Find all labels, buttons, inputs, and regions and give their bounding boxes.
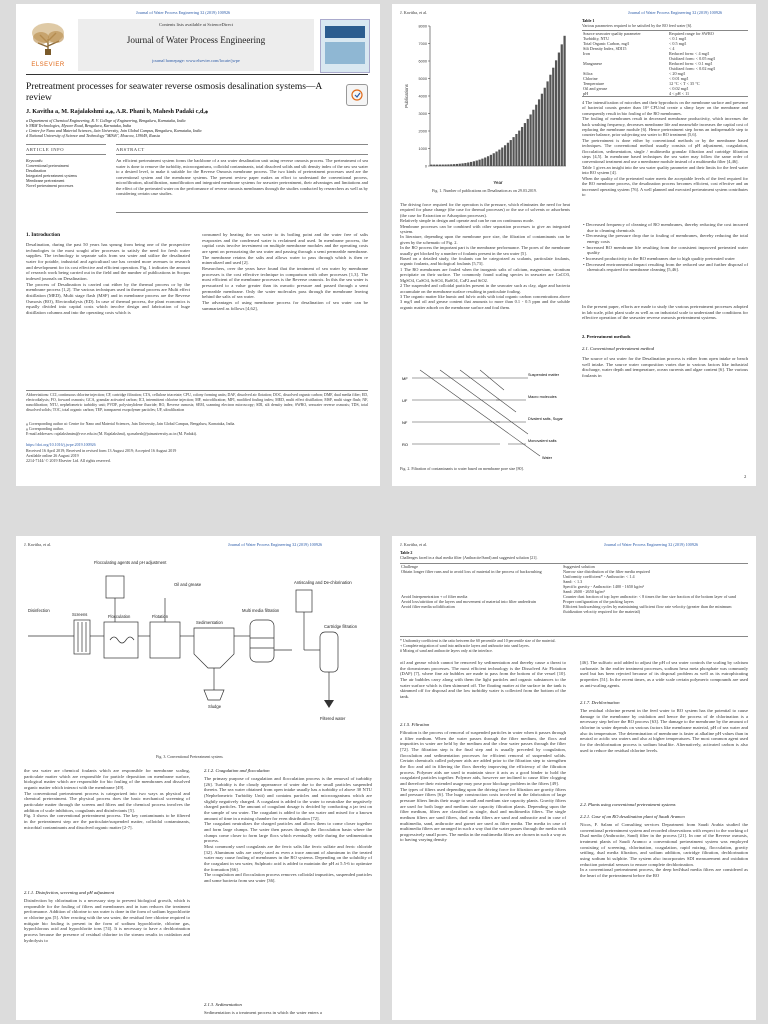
page2-left-text: The driving force required for the operation is the pressure, which eliminates the need for heat required for phase change (the case for thermal processes) or the use of solvents or adsorbents (the case for Extraction or Adsorption processes). Relatively simple in design and operate and can be run on continuous mode. Membrane processes can be combined with other separation processes to give an integrated system. In literature, depending upon the membrane pore size, the filtration of contaminants can be given by the schematic of Fig. 2. In the RO process the important part is the membrane performance. The pores of the membrane usually get blocked by a number of foulants present in the sea water [5]. Based on a detailed study, the foulants can be categorized as scalants, particulate foulants, organic foulants, and biological foulants [5,73]. 1 The RO membranes are fouled when the inorganic salts of calcium, magnesium, strontium precipitate on their surface. The commonly found scaling species in seawater are CaCO3, MgSO4, CaSO4, SrSO4, BaSO4, CaF2 and SiO2. 2 The suspended and colloidal particles present in the seawater such as clay, algae and bacteria accumulate on the membrane surface resulting in particulate fouling. 3 The organic matter like humic and fulvic acids with total organic carbon concentrations above 3 mg/l and oil and grease content that amounts to more than 0.1 - 0.5 ppm and the soluble organic matter adsorb on the membrane surface and foul them. [400, 202, 570, 310]
abstract-text: An efficient pretreatment system forms the backbone of a sea water desalination unit using reverse osmosis process. The pretreatment of sea water is done to remove the turbidity, microorganisms, colloidal contaminants, total dissolved solids and silt density index of the raw sea water to a desired level, to make it suitable for the Reverse Osmosis membrane process. The two kinds of pretreatment processes used are the conventional system and the membrane systems. The present review paper makes an effort to understand the conventional process, microfiltration, ultrafiltration, nanofiltration and integrated membrane systems for seawater pretreatment, their advantages and limitations and the effect of the pretreated water on the performance of reverse osmosis membranes through the studies conducted by researchers as well as by considering certain case studies. [116, 158, 368, 196]
fig3-label-antiscaling: Antiscaling and De-chlorination [294, 580, 352, 585]
table-cell-range: < 0.1 mg/l [669, 36, 687, 41]
section-2-1-5-heading: 2.1.5. Filtration [400, 722, 430, 727]
fig1-y-tick: 5000 [418, 76, 427, 81]
benefit-item: • Increased RO membrane life resulting from the consistent improved pretreated water quality [583, 244, 748, 256]
section-2-1-3-text: Sedimentation is a treatment process in which the water enters a [204, 1010, 322, 1015]
fig1-bar [476, 161, 478, 166]
figure-3-caption: Fig. 3. Conventional Pretreatment system. [156, 754, 224, 759]
table-cell-parameter: Total Organic Carbon, mg/l [583, 41, 630, 46]
fig1-y-tick: 8000 [418, 24, 427, 29]
table-cell-challenge: Avoid loss/attrition of the layers and movement of material into filter underdrain [401, 599, 536, 604]
abstract-heading: ABSTRACT [116, 147, 145, 152]
table-cell-challenge: Avoid filter media solidification [401, 604, 455, 609]
table-cell-solution: Counter dust fraction of top layer anthracite: < 8 times the fine size fraction of the bottom layer of sand [563, 594, 736, 599]
table-cell-range: < 4 [669, 46, 675, 51]
section-2-1-5-text: Filtration is the process of removal of suspended particles in water when it passes through a filter medium. When the water passes through the filter medium, the flocs and impurities in water are held by the medium and the clear water passes through the filter [72]. The filtration step is the final step and is usually preceded by coagulation, flocculation and sedimentation processes for efficient removal of suspended solids. Certain chemicals called polymer aids are added prior to the filtration step to strengthen the floc and aid in filtering the flocs thereby improving the efficiency of the filtration process. Polymer aids are used to maintain since it acts as a good binder to hold the coagulated particles together. Polymer aids, however are inclined to cause filter clogging and therefore their extended usage may pose poor blockage problem in the filters [49]. The types of filters used depending upon the driving force for filtration are gravity filters and pressure filters [6]. The huge construction costs involved in the fabrication of large pressure filters limits their usage to small and medium size capacity plants. Gravity filters are used for both large and medium size capacity filtration plants. Depending upon the filter medium, filters are classified as single, dual and multimedia filters. The single medium filters are sand filters, dual media filters are sand and anthracite and in case of multimedia, sand, anthracite and garnet are used as filter media. The media in case of multimedia filters are arranged in such a way that the water passes through the media with progressively small pores. The media in the multimedia filters are chosen in such a way as to having varying density [400, 730, 567, 843]
table-row [400, 569, 748, 594]
table-1-title: Table 1 [582, 18, 595, 23]
fig1-bar [498, 150, 500, 166]
contents-line: Contents lists available at ScienceDirect [159, 22, 233, 27]
benefit-item: • Decreased frequency of cleaning of RO membranes, thereby reducing the cost incurred due to cleaning chemicals [583, 222, 749, 233]
page-1 [16, 4, 380, 486]
table-cell-parameter: Silica [583, 71, 593, 76]
fig1-bar [456, 164, 458, 166]
fig2-label-water: Water [542, 456, 552, 460]
journal-cover [320, 19, 370, 73]
keywords-label: Keywords: [26, 158, 44, 163]
fig3-label-disinfection: Disinfection [28, 608, 50, 613]
keyword-item: Conventional pretreatment [26, 163, 69, 168]
fig1-bar [524, 123, 526, 166]
table-row [400, 604, 748, 614]
fig1-x-label: Year [493, 180, 503, 185]
fig1-bar [532, 110, 534, 166]
fig1-bar [459, 164, 461, 166]
fig1-bar [478, 160, 480, 166]
table-cell-parameter: Temperature [583, 81, 605, 86]
corresponding-author-2: ⁎ Corresponding author. [26, 427, 64, 431]
table-2 [400, 564, 748, 614]
fig2-level-mf: MF [402, 376, 408, 381]
affiliations [26, 118, 356, 138]
fig1-bar [436, 165, 438, 166]
check-updates-badge[interactable] [346, 84, 368, 106]
copyright: 2214-7144/ © 2019 Elsevier Ltd. All rights reserved. [26, 458, 111, 463]
section-2-heading: 2. Pretreatment methods [582, 334, 631, 339]
fig1-bar [490, 155, 492, 166]
fig3-label-multimedia: Multi media filtration [242, 608, 280, 613]
section-2-1-3-heading: 2.1.3. Sedimentation [204, 1002, 242, 1007]
fig1-y-tick: 1000 [418, 146, 427, 151]
fig2-level-uf: UF [402, 398, 408, 403]
conventional-pretreatment-diagram [24, 550, 372, 750]
fig1-bar [453, 164, 455, 166]
fig1-bar [538, 99, 540, 166]
page4-left-text: oil and grease which cannot be removed by sedimentation and thereby cause a threat to the downstream processes. The most efficient technology is the Dissolved Air Flotation (DAF) [7], where fine air bubbles are made to pass from the bottom of the vessel [10]. The air bubbles carry along with them the light particles and organic substances to the water surface which is then skimmed off. The floating matter at the surface in the tank is skimmed off for disposal and the low turbidity water is collected from the bottom of the tank. [400, 660, 566, 699]
fig1-bar [555, 60, 557, 166]
elsevier-tree-icon [26, 19, 70, 61]
keyword-item: Membrane pretreatment [26, 178, 65, 183]
table-cell-parameter: Iron [583, 51, 590, 56]
benefits-list [582, 222, 748, 273]
doi-link[interactable]: https://doi.org/10.1016/j.jwpe.2019.100926 [26, 442, 96, 447]
article-info-heading: ARTICLE INFO [26, 147, 65, 152]
page-4 [392, 536, 756, 1020]
fig2-label-divalent: Divalent salts, Sugar [528, 417, 563, 421]
fig1-bar [487, 156, 489, 166]
keyword-item: Novel pretreatment processes [26, 183, 74, 188]
fig2-level-nf: NF [402, 420, 408, 425]
fig1-bar [544, 88, 546, 166]
running-head-authors: J. Kavitha, et al. [400, 10, 428, 15]
fig2-label-monovalent: Monovalent salts [528, 439, 557, 443]
table-cell-solution: Narrow size distribution of the filter media required Uniformity coefficient* - Anthracite: < 1.4 Sand: < 1.3 Specific gravity - Anthracite: 1400 - 1650 kg/m³ Sand: 2600 - 2650 kg/m³ [563, 569, 650, 594]
figure-1 [400, 16, 572, 186]
section-2-2-1-text: Nicos, F. Salam of Consulting services Department from Saudi Arabia studied the conventional pretreatment system and recorded observations with respect to the working of Dual media (Anthracite, Sand) filter in the process [21]. In one of the Reverse osmosis, treatment plants of Saudi Aramco a conventional pretreatment system was employed consisting of screening, chlorination, coagulation, rapid mixing, flocculation, gravity settling, dual media filtration, and sodium addition, cartridge filtration, dechlorination using sodium bi sulphite. The system also incorporates SDI measurement and oxidation reduction potential sensors to ensure complete dechlorination. In a conventional pretreatment process, the deep bed/dual media filters are considered as the heart of the pretreatment before the RO [580, 822, 748, 878]
email-addresses: E-mail addresses: rajalakshmim@rvce.edu.in (M. Rajalakshmi), sp.mahesh@jainuniversity.ac.in (M. Padaki). [26, 432, 197, 436]
affiliation-d: d National University of Science and Technology "MISiS", Moscow, 119049, Russia [26, 133, 160, 138]
affiliation-c: c Centre for Nano and Material Sciences, Jain University, Jain Global Campus, Bengaluru, Karnataka, India [26, 128, 202, 133]
table-2-caption: Challenges faced in a dual media filter (Anthracite/Sand) and suggested solution [21]. [400, 555, 538, 560]
table-cell-range: < 0.02 mg/l [669, 86, 689, 91]
received-dates: Received 16 April 2019; Received in revised form 13 August 2019; Accepted 16 August 2019 [26, 448, 177, 453]
section-2-1-1-text: Disinfection by chlorination is a necessary step to prevent biological growth, which is responsible for the fouling of filters and membranes and in turn reduces the treatment performance. Addition of chlorine to sea water is done in the form of sodium hypochlorite or chlorine gas [5]. After reacting with the sea water, the residual free chlorine required to mitigate bio fouling is present in the form of sodium hypochlorite, chlorine gas, hypochlorous acid and hypochlorite ions [74]. It is necessary to have a dechlorination process because the presence of residual chlorine in the stream results in oxidation and hydrolysis to [24, 898, 190, 943]
section-2-1-7-heading: 2.1.7. Dechlorination [580, 700, 620, 705]
table-cell-solution: Proper configuration of the packing layers [563, 599, 634, 604]
fig1-bar [549, 75, 551, 166]
table-cell-range: < 0.01 mg/l [669, 76, 689, 81]
fig1-bar [484, 158, 486, 166]
fig1-bar [473, 161, 475, 166]
fig1-y-tick: 2000 [418, 129, 427, 134]
table-2-head-challenge: Challenge [401, 564, 418, 569]
table-cell-range: Oxidized form: < 0.02 mg/l [669, 66, 716, 71]
fig1-bar [507, 143, 509, 166]
fig1-bar [518, 131, 520, 166]
page-2 [392, 4, 756, 486]
fig2-label-suspended: Suspended matter [528, 373, 560, 377]
membrane-filtration-schematic [400, 364, 572, 462]
affiliation-a: a Department of Chemical Engineering, R. V. College of Engineering, Bengaluru, Karnataka, India [26, 118, 186, 123]
page4-right-text: [46]. The sulfuric acid added to adjust the pH of sea water controls the scaling by calcium carbonate. In the earlier treatment processes, sodium hexa meta phosphate was commonly used but has been rejected because of its disposal problem as well as its eutrophicating properties [51]. In the recent times, as a wide scale certain polymeric compounds are used as anti-scaling agents. [580, 660, 748, 688]
table-cell-range: Reduced form: < 0.1 mg/l [669, 61, 713, 66]
fig1-bar [546, 81, 548, 166]
fig1-bar [467, 162, 469, 166]
fig3-label-filtered-water: Filtered water [320, 716, 346, 721]
fig1-bar [541, 94, 543, 166]
authors: J. Kavitha a, M. Rajalakshmi a,⁎, A.R. Phani b, Mahesh Padaki c,d,⁎ [26, 108, 209, 115]
fig1-y-tick: 6000 [418, 59, 427, 64]
table-cell-parameter: Manganese [583, 61, 603, 66]
table-1 [582, 31, 748, 96]
affiliation-b: b NRM Technologies, Mysore Road, Bengaluru, Karnataka, India [26, 123, 132, 128]
article-title: Pretreatment processes for seawater reverse osmosis desalination systems—A review [26, 82, 322, 103]
fig1-bar [521, 127, 523, 166]
journal-name: Journal of Water Process Engineering [126, 35, 266, 45]
table-cell-range: < 20 mg/l [669, 71, 686, 76]
table-cell-challenge: Obtain longer filter runs and to avoid loss of material in the process of backwashing [401, 569, 542, 574]
fig1-bar [527, 119, 529, 166]
table-1-head-param: Source seawater quality parameter [583, 31, 641, 36]
publisher-logo [26, 19, 70, 61]
figure-1-caption: Fig. 1. Number of publications on Desalination as on 29.03.2019. [432, 188, 537, 193]
fig1-bar [501, 148, 503, 166]
fig1-bar [535, 105, 537, 166]
fig3-label-oil-grease: Oil and grease [174, 582, 202, 587]
fig1-bar [515, 134, 517, 166]
running-head-journal: Journal of Water Process Engineering 32 (2019) 100926 [228, 542, 323, 547]
table-cell-range: 4 < pH < 11 [669, 91, 690, 96]
page-number: 2 [744, 474, 747, 479]
fig1-bar [563, 36, 565, 166]
table-cell-challenge: Avoid Interpenetration + of filter media [401, 594, 468, 599]
section-2-2-heading: 2.2. Plants using conventional pretreatment systems [580, 802, 676, 807]
fig3-label-sludge: Sludge [208, 704, 222, 709]
table-cell-solution: Efficient backwashing cycles by maintaining sufficient flow rate velocity (greater than the minimum fluidization velocity required for the material) [563, 604, 732, 614]
fig1-bar [461, 163, 463, 166]
table-2-head-solution: Suggested solution [563, 564, 595, 569]
fig1-y-tick: 3000 [418, 111, 427, 116]
running-head-journal: Journal of Water Process Engineering 32 (2019) 100926 [604, 542, 699, 547]
table-cell-parameter: pH [583, 91, 589, 96]
table-cell-parameter: Silt Density Index, SDI15 [583, 46, 627, 51]
fig1-bar [495, 152, 497, 166]
section-2-2-1-heading: 2.2.1. Case of an RO desalination plant of Saudi Aramco [580, 814, 685, 819]
fig1-bar [512, 137, 514, 166]
table-cell-range: Oxidized form: < 0.05 mg/l [669, 56, 716, 61]
page3-left-text: the sea water are chemical foulants which are responsible for membrane scaling, particulate matter which are responsible for particle deposition on membrane surface, biological matter which are responsible for bio fouling of the membranes and dissolved organic matter which interact with the membrane [49]. The conventional pretreatment process is categorized into two ways as physical and chemical pretreatment. The physical process does the basic mechanical screening of particulate matter through the screens and filters and the chemical process involves the addition of scale inhibitors, coagulants and disinfectants [5]. Fig. 3 shows the conventional pretreatment process. The key contaminants to be filtered in the pretreatment step are the particulate/suspended matter, colloidal contaminants, microbial contaminants and dissolved organic matter [2-7]. [24, 768, 190, 830]
page-3 [16, 536, 380, 1020]
table-1-caption: Various parameters required to be satisfied by the RO feed water [6]. [582, 23, 693, 28]
fig1-bar [561, 44, 563, 166]
running-head-journal: Journal of Water Process Engineering 32 (2019) 100926 [628, 10, 723, 15]
fig1-bar [481, 159, 483, 166]
intro-right-text: consumed by heating the sea water to its boiling point and the water free of salts evaporates and the condensed water is reclaimed and used. In membrane process, the capital costs involve investment on multiple membrane modules and the operating costs are spent on pressurizing the sea water and passing through a semi permeable membrane. The membrane retains the salts and allows water to pass through which is then re mineralized and used [2]. Researchers, over the years have found that the treatment of sea water by membrane processes is the cost effective technique in comparison with other processes [1,3]. The most efficient of the membrane processes is the Reverse osmosis. In this the sea water is pressurized to a value greater than its osmotic pressure and passed through a semi permeable membrane. Only the water molecules pass through the membrane leaving behind the salts of sea water. The advantages of using membrane process for desalination of sea water can be summarized as follows [4,62], [202, 232, 368, 311]
intro-left-text: Desalination, during the past 50 years has sprung from being one of the prospective technologies to the most sought after processes to satisfy the need for fresh water supplies. The technology to separate salts from sea water and utilize the desalinated water for potable, industrial and agricultural use has created more avenues to research and development for its cost effective and efficient operation. Fig. 1 indicates the amount of research work being carried out in the field and the number of publications in Scopus indexed journals on Desalination. The process of Desalination is carried out either by the thermal process or by the membrane process [1,2]. The various techniques used in thermal process are Multi effect distillation (MED), Multi stage flash (MSF) and in membrane process are the Reverse Osmosis (RO), Electrodialysis (ED). In case of thermal process, the plant economics is equally divided into capital costs which involve design and fabrication of huge distillation columns and into the operating costs which is [26, 242, 191, 315]
fig1-bar [442, 165, 444, 166]
section-2-1-2-text: The primary purpose of coagulation and flocculation process is the removal of turbidity [26]. Turbidity is the cloudy appearance of water due to the small particles suspended therein. The sea water obtained from open intake usually has a turbidity of above 30 NTU (Nephelometric Turbidity Unit) and contains particles and microorganisms which are slightly negatively charged. A coagulant is added to the water to neutralize the negatively charged particles. The amount of coagulant dosage is decided by conducting a jar test on the sample of sea water. The coagulant is added to the sea water and mixed for a known amount of time in a mixing chamber for even distribution [72]. The coagulant neutralizes the charged particles and allows them to come closer together and form large clumps. The water then passes through the flocculation basin where the clumps come closer to form large flocs which eventually settle during the sedimentation process. Most commonly used coagulants are the ferric salts like ferric sulfate and ferric chloride [32]. Aluminum salts are rarely used as even a trace amount of aluminum in the treated water may cause fouling of membranes in the RO systems. Depending on the solubility of the coagulant in sea water, Sulphuric acid is added to maintain the pH at 5.5-6 to optimize the formation [66]. The coagulation and flocculation process removes colloidal impurities, suspended particles and some bacteria from sea water [36]. [204, 776, 372, 883]
fig1-y-tick: 4000 [418, 94, 427, 99]
fig1-bar [450, 164, 452, 166]
running-head-authors: J. Kavitha, et al. [24, 542, 52, 547]
fig1-y-tick: 0 [424, 164, 427, 169]
table-cell-range: < 0.5 mg/l [669, 41, 687, 46]
fig3-label-flotation: Flotation [152, 614, 169, 619]
table-cell-range: 12 °C < T < 35 °C [669, 81, 700, 86]
fig1-bar [444, 165, 446, 166]
section-2-1-7-text: The residual chlorine present in the feed water to RO system has the potential to cause damage to the membrane by oxidation and hence the process of de chlorination is a necessary step before the RO process [63]. The damage to the membrane by the amount of chlorine in water depends on various factors like membrane material, pH of sea water and also its temperature. The determination of membrane is faster at alkaline pH values than in neutral or acidic sea waters and also at higher temperatures. The most common agent used for the dechlorination process is sodium bisulfite. Alternatively, activated carbon is also used to reduce the residual chlorine levels. [580, 708, 748, 753]
journal-banner [78, 19, 314, 71]
journal-homepage: journal homepage: www.elsevier.com/locate/jwpe [152, 58, 240, 63]
present-review-text: In the present paper, efforts are made to study the various pretreatment processes adopted in lab scale, pilot plant scale as well as on industrial scale to understand the conditions for effective operation of the seawater reverse osmosis pretreatment systems. [582, 304, 748, 321]
table-cell-parameter: Oil and grease [583, 86, 608, 91]
fig3-label-cartridge: Cartridge filtration [324, 624, 358, 629]
corresponding-author: ⁎ Corresponding author at: Centre for Nano and Material Sciences, Jain University, Jain Global Campus, Bengaluru, Karnataka, India. [26, 422, 236, 426]
benefit-item: • Decreased environmental impact resulting from the reduced use and further disposal of chemicals required for membrane cleaning [5,46]. [583, 261, 748, 273]
fig3-label-flocculating-agents: Flocculating agents and pH adjustment [94, 560, 167, 565]
publisher-name: ELSEVIER [31, 62, 65, 68]
running-head-authors: J. Kavitha, et al. [400, 542, 428, 547]
top-rule [26, 74, 368, 75]
section-2-1-text: The source of sea water for the Desalination process is either from open intake or beach well intake. The source water composition varies due to various factors like industrial discharge, water depth and temperature, ocean currents and algae content [6]. The various foulants in [582, 356, 748, 378]
section-2-1-1-heading: 2.1.1. Disinfection, screening and pH adjustment [24, 890, 115, 895]
fig1-bar [470, 162, 472, 166]
table-cell-parameter: Chlorine [583, 76, 598, 81]
benefit-item: • Decreasing the pressure drop due to fouling of membranes, thereby reducing the total energy costs [583, 233, 749, 244]
fig1-bar [447, 164, 449, 166]
fig1-bar [552, 68, 554, 166]
keywords [26, 158, 106, 188]
fig1-bar [493, 153, 495, 166]
benefit-item: • Increased productivity in the RO membranes due to high quality pretreated water [583, 255, 735, 261]
page2-right-text: 4 The intensification of microbes and their byproducts on the membrane surface and presence of bacterial counts greater than 10³ CFU/ml create a slimy layer on the membrane and consequently result in bio fouling of the RO membranes. The fouling of membranes result in decreased membrane productivity, which increases the back washing frequency, decreases membrane life and meanwhile increases the capital cost of replacing the membrane module [6]. Hence pretreatment step forms an indispensable step to counter balance, prior subjecting sea water to RO treatment [5,6]. The pretreatment is done either by conventional methods or by the membrane based techniques. The conventional method usually consists of pH adjustment, coagulation, flocculation, sedimentation, single / multimedia granular filtration and cartridge filtration steps [4,5]. In membrane based techniques the sea water may follow the same order of conventional treatment and use a membrane module instead of a multimedia filter [4,46]. Table 1 gives an insight into the sea water quality parameter and their limits for the feed water into RO system [4]. When the quality of the pretreated water meets the acceptable levels of the feed required for the RO membrane process, the desalination process becomes efficient, cost effective and an increased operating system [76]. A well planned and executed pretreatment system contributes to [582, 100, 748, 197]
journal-header: Journal of Water Process Engineering 32 (2019) 100926 [136, 10, 231, 15]
fig1-y-label: Publications [404, 84, 409, 108]
abbreviations: Abbreviations: CCI, continuous chlorine injection; CF, cartridge filtration; CTA, cellulose triacetate; CFU, colony forming units; DAF, dissolved air flotation; DOC, dissolved organic carbon; DMF, dual media filter; ED, electrodialysis; FO, forward osmosis; GCA, granular activated carbon; ICI, intermittent chlorine injection; MF, microfiltration; MFI, modified fouling index; MED, multi effect distillation; MSF, multi stage flash; NF, nanofiltration; NTU, nephelometric turbidity unit; PVDF, polyvinylidene fluoride; RO, Reverse osmosis; SEM, scanning electron microscopy; SDI, silt density index; SWRO, seawater reverse osmosis; TDS, total dissolved solids; TOC, total organic carbon; TEP, transparent exopolymer particles; UF, ultrafiltration [26, 393, 368, 412]
fig1-bar [433, 165, 435, 166]
table-cell-range: Reduced form: < 4 mg/l [669, 51, 710, 56]
fig2-level-ro: RO [402, 442, 408, 447]
section-2-1-2-heading: 2.1.2. Coagulation and flocculation [204, 768, 270, 773]
fig1-bar [510, 140, 512, 166]
section-2-1-heading: 2.1. Conventional pretreatment method [582, 346, 654, 351]
table-2-title: Table 2 [400, 550, 413, 555]
table-cell-parameter: Turbidity, NTU [583, 36, 610, 41]
fig1-bar [504, 145, 506, 166]
fig3-label-screens: Screens [72, 612, 88, 617]
table-1-head-range: Required range for SWRO [669, 31, 714, 36]
table-2-notes: * Uniformity coefficient is the ratio between the 60 percentile and 10 percentile size of the material. + Complete migration of sand into anthracite layers and anthracite into sand layers. # Mixing of sand and anthracite layers only at the interface. [400, 639, 556, 653]
intro-heading: 1. Introduction [26, 232, 61, 238]
publications-bar-chart [400, 16, 572, 186]
available-online: Available online 26 August 2019 [26, 453, 79, 458]
fig2-label-macro: Macro molecules [528, 395, 557, 399]
fig1-bar [558, 53, 560, 166]
fig1-y-tick: 7000 [418, 41, 427, 46]
fig3-label-sedimentation: Sedimentation [196, 620, 223, 625]
fig1-bar [430, 165, 432, 166]
figure-3 [24, 550, 372, 750]
update-check-icon [347, 85, 367, 105]
keyword-item: Desalination [26, 168, 47, 173]
figure-2 [400, 364, 572, 462]
fig1-bar [439, 165, 441, 166]
figure-2-caption: Fig. 2. Filtration of contaminants to water based on membrane pore size [80]. [400, 466, 524, 471]
fig1-bar [529, 114, 531, 166]
fig1-bar [464, 163, 466, 166]
keyword-item: Integrated pretreatment systems [26, 173, 78, 178]
fig3-label-flocculation: Flocculation [108, 614, 131, 619]
